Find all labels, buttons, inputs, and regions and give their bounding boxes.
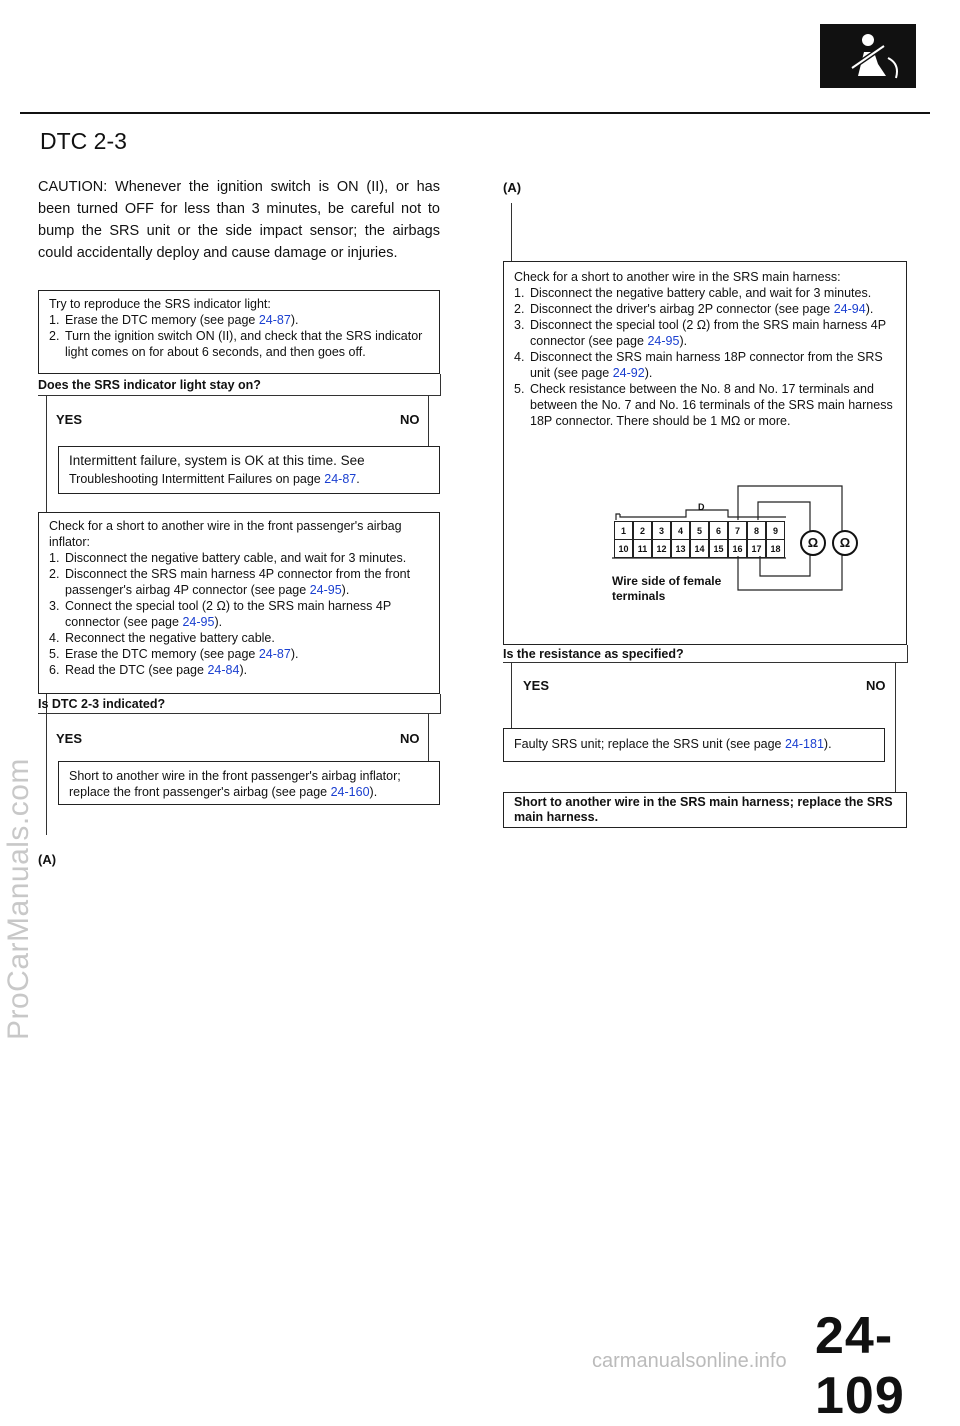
q2-rule-right [440, 694, 441, 714]
step-number: 1. [514, 286, 525, 300]
faulty-srs-text-body: Faulty SRS unit; replace the SRS unit (see page [514, 737, 785, 751]
step-text-end: ). [341, 583, 350, 597]
step-item [514, 301, 896, 317]
short-passenger-text-end: ). [369, 785, 378, 799]
question-resistance-specified: Is the resistance as specified? [503, 647, 684, 661]
reproduce-steps [49, 312, 429, 360]
connector-pin: 11 [633, 539, 652, 558]
step-number: 2. [49, 567, 60, 581]
step-number: 2. [49, 329, 60, 343]
connector-pin: 5 [690, 521, 709, 540]
connector-pin: 17 [747, 539, 766, 558]
intermittent-box [58, 446, 440, 494]
connector-key-label: D [698, 502, 705, 512]
faulty-srs-text [514, 736, 874, 752]
faulty-srs-page-link[interactable]: 24-181 [784, 737, 824, 751]
question-indicator-stay-on: Does the SRS indicator light stay on? [38, 378, 261, 392]
intermittent-line2-text: Troubleshooting Intermittent Failures on page [69, 472, 325, 486]
header-rule [20, 112, 930, 114]
step-text: Disconnect the special tool (2 Ω) from the SRS main harness 4P connector (see page [530, 318, 886, 348]
connector-pin: 14 [690, 539, 709, 558]
step-number: 5. [49, 647, 60, 661]
left-no-line-1 [428, 395, 429, 447]
step-number: 4. [49, 631, 60, 645]
step-text-end: ). [290, 313, 299, 327]
connector-pin: 3 [652, 521, 671, 540]
step-page-link[interactable]: 24-95 [647, 334, 680, 348]
ohmmeter-2-symbol: Ω [839, 535, 851, 550]
step-text: Check resistance between the No. 8 and No. 17 terminals and between the No. 7 and No. 16 terminals of the SRS main harness 18P connector. There should be 1 MΩ or more. [530, 382, 893, 428]
step-text-end: ). [679, 334, 688, 348]
connector-pin: 6 [709, 521, 728, 540]
q2-rule [38, 713, 440, 714]
ohmmeter-2 [832, 530, 858, 556]
q2-yes: YES [56, 731, 83, 746]
step-item [49, 312, 429, 328]
step-text: Disconnect the driver's airbag 2P connector (see page [530, 302, 834, 316]
diagram-caption [612, 574, 721, 604]
q2-no: NO [400, 731, 420, 746]
short-srs-main-harness-box [503, 792, 907, 828]
step-number: 3. [49, 599, 60, 613]
connector-pin: 8 [747, 521, 766, 540]
step-text: Erase the DTC memory (see page [65, 647, 259, 661]
step-text-end: ). [644, 366, 653, 380]
caution-text: CAUTION: Whenever the ignition switch is ON (II), or has been turned OFF for less than 3 minutes, be careful not to bump the SRS unit or the side impact sensor; the airbags could accidentally deploy and cause damage or injuries. [38, 179, 440, 261]
step-item [514, 285, 896, 301]
step-text: Disconnect the SRS main harness 4P connector from the front passenger's airbag 4P connector (see page [65, 567, 411, 597]
short-passenger-text-body: Short to another wire in the front passenger's airbag inflator; replace the front passenger's airbag (see page [69, 769, 401, 799]
right-entry-line [511, 203, 512, 261]
left-no-line-2 [428, 713, 429, 761]
reproduce-intro: Try to reproduce the SRS indicator light: [49, 297, 271, 311]
step-page-link[interactable]: 24-95 [182, 615, 215, 629]
step-item [514, 381, 896, 429]
short-passenger-text [69, 768, 429, 800]
left-connector-label: (A) [38, 852, 57, 867]
step-number: 3. [514, 318, 525, 332]
step-item [49, 566, 429, 598]
step-text: Disconnect the SRS main harness 18P connector from the SRS unit (see page [530, 350, 883, 380]
airbag-seatbelt-icon [820, 24, 916, 88]
step-text: Disconnect the negative battery cable, and wait for 3 minutes. [530, 286, 872, 300]
connector-pin: 10 [614, 539, 633, 558]
connector-pin: 12 [652, 539, 671, 558]
step-number: 6. [49, 663, 60, 677]
step-item [49, 646, 429, 662]
short-passenger-box [58, 761, 440, 805]
q1-yes: YES [56, 412, 83, 427]
step-number: 1. [49, 313, 60, 327]
step-page-link[interactable]: 24-84 [207, 663, 240, 677]
right-q-rule [503, 662, 907, 663]
step-page-link[interactable]: 24-92 [612, 366, 645, 380]
step-number: 1. [49, 551, 60, 565]
right-yes-line [511, 662, 512, 730]
connector-pin: 18 [766, 539, 785, 558]
passenger-inflator-box [38, 512, 440, 694]
page-title: DTC 2-3 [40, 128, 127, 154]
right-q-rule-right [907, 645, 908, 663]
step-number: 4. [514, 350, 525, 364]
intermittent-line2 [69, 471, 429, 487]
diagram-caption-line2: terminals [612, 589, 666, 603]
right-q-yes: YES [523, 678, 550, 693]
connector-diagram [610, 484, 860, 624]
faulty-srs-text-end: ). [823, 737, 832, 751]
srs-main-harness-steps [514, 285, 896, 429]
step-text: Read the DTC (see page [65, 663, 208, 677]
q1-rule-right [440, 374, 441, 396]
connector-pin: 2 [633, 521, 652, 540]
connector-pin: 4 [671, 521, 690, 540]
right-connector-label: (A) [503, 180, 522, 195]
step-item [49, 550, 429, 566]
watermark-bottom: carmanualsonline.info [592, 1350, 787, 1372]
step-page-link[interactable]: 24-94 [833, 302, 866, 316]
step-text-end: ). [214, 615, 223, 629]
step-item [514, 317, 896, 349]
intermittent-line1: Intermittent failure, system is OK at this time. See [69, 453, 365, 468]
step-text: Erase the DTC memory (see page [65, 313, 259, 327]
ohmmeter-1-symbol: Ω [807, 535, 819, 550]
step-number: 5. [514, 382, 525, 396]
reproduce-box [38, 290, 440, 374]
connector-pin: 1 [614, 521, 633, 540]
passenger-inflator-steps [49, 550, 429, 678]
srs-main-harness-intro: Check for a short to another wire in the SRS main harness: [514, 270, 841, 284]
ohmmeter-1 [800, 530, 826, 556]
step-item [514, 349, 896, 381]
step-text: Reconnect the negative battery cable. [65, 631, 275, 645]
connector-pin: 13 [671, 539, 690, 558]
diagram-caption-line1: Wire side of female [612, 574, 722, 588]
watermark-side: ProCarManuals.com [2, 758, 35, 1040]
short-srs-main-harness-text: Short to another wire in the SRS main harness; replace the SRS main harness. [514, 795, 893, 824]
step-text-end: ). [290, 647, 299, 661]
step-item [49, 598, 429, 630]
step-page-link[interactable]: 24-87 [258, 647, 291, 661]
right-no-line [895, 662, 896, 792]
q1-rule [38, 395, 440, 396]
step-text-end: ). [239, 663, 248, 677]
step-text: Connect the special tool (2 Ω) to the SRS main harness 4P connector (see page [65, 599, 391, 629]
step-text: Turn the ignition switch ON (II), and check that the SRS indicator light comes on for about 6 seconds, and then goes off. [65, 329, 423, 359]
step-number: 2. [514, 302, 525, 316]
connector-pin: 15 [709, 539, 728, 558]
question-dtc-indicated: Is DTC 2-3 indicated? [38, 697, 166, 711]
right-q-no: NO [866, 678, 886, 693]
intermittent-line2-end: . [356, 472, 360, 486]
q1-no: NO [400, 412, 420, 427]
step-text: Disconnect the negative battery cable, and wait for 3 minutes. [65, 551, 407, 565]
passenger-inflator-intro: Check for a short to another wire in the front passenger's airbag inflator: [49, 519, 402, 549]
intermittent-page-link[interactable]: 24-87 [324, 472, 357, 486]
step-item [49, 662, 429, 678]
step-item [49, 630, 429, 646]
step-item [49, 328, 429, 360]
step-page-link[interactable]: 24-87 [258, 313, 291, 327]
step-text-end: ). [865, 302, 874, 316]
connector-pin: 7 [728, 521, 747, 540]
short-passenger-page-link[interactable]: 24-160 [330, 785, 370, 799]
faulty-srs-unit-box [503, 728, 885, 762]
step-page-link[interactable]: 24-95 [309, 583, 342, 597]
page-number: 24-109 [815, 1307, 905, 1425]
connector-pin: 9 [766, 521, 785, 540]
connector-pin: 16 [728, 539, 747, 558]
